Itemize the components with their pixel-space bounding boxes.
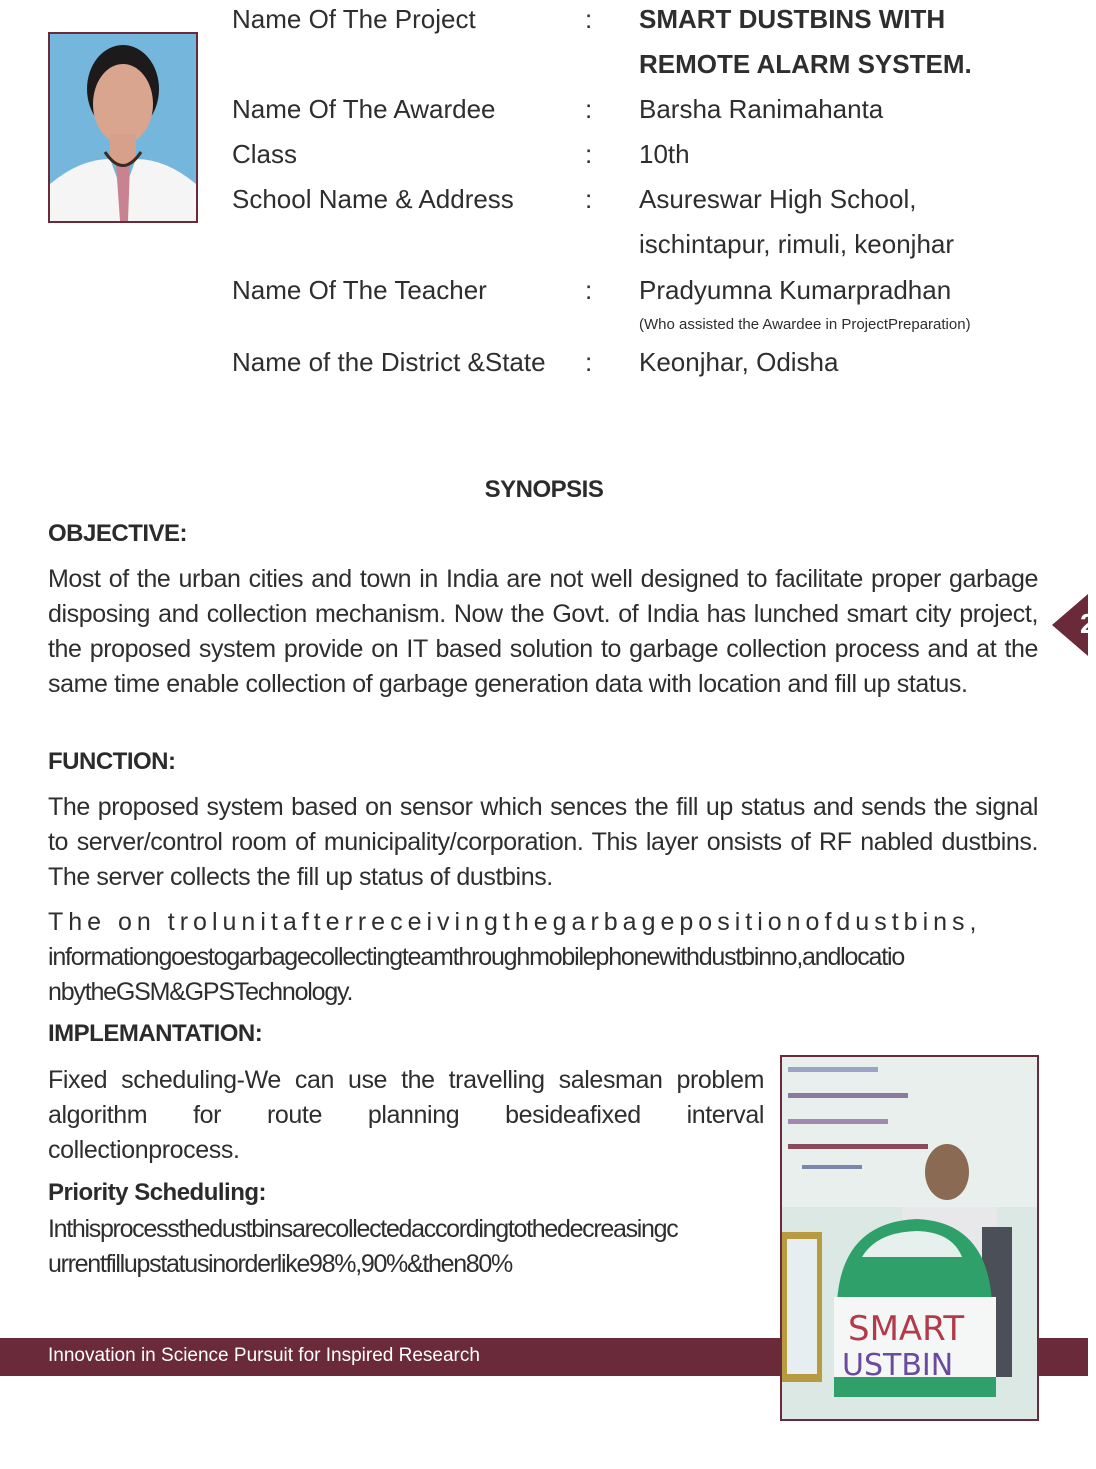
priority-text-line1: Inthisprocessthedustbinsarecollectedaccordingtothedecreasingc bbox=[48, 1215, 678, 1243]
colon: : bbox=[585, 347, 593, 377]
function-heading: FUNCTION: bbox=[48, 748, 176, 775]
teacher-label: Name Of The Teacher bbox=[232, 275, 487, 305]
function-text-2-line1: The on trolunitafterreceivingthegarbagepositionofdustbins, bbox=[48, 908, 982, 936]
school-name: Asureswar High School, bbox=[639, 184, 917, 214]
project-name-line2: REMOTE ALARM SYSTEM. bbox=[639, 49, 972, 79]
school-address: ischintapur, rimuli, keonjhar bbox=[639, 229, 955, 259]
colon: : bbox=[585, 139, 593, 169]
footer-text: Innovation in Science Pursuit for Inspired Research bbox=[48, 1345, 480, 1366]
district-label: Name of the District &State bbox=[232, 347, 546, 377]
class-value: 10th bbox=[639, 139, 690, 169]
teacher-note: (Who assisted the Awardee in ProjectPreparation) bbox=[639, 316, 971, 333]
awardee-name: Barsha Ranimahanta bbox=[639, 94, 884, 124]
teacher-name: Pradyumna Kumarpradhan bbox=[639, 275, 952, 305]
implementation-heading: IMPLEMANTATION: bbox=[48, 1020, 263, 1047]
synopsis-title: SYNOPSIS bbox=[484, 476, 604, 503]
objective-text: Most of the urban cities and town in India are not well designed to facilitate proper garbage disposing and collection mechanism. Now the Govt. of India has lunched smart city project, the proposed system provide on IT based solution to garbage collection process and at the same time enable collection of garbage generation data with location and fill up status. bbox=[48, 565, 1038, 698]
project-name-line1: SMART DUSTBINS WITH bbox=[639, 4, 946, 34]
bin-label-line2: USTBIN bbox=[842, 1348, 954, 1383]
bin-label-line1: SMART bbox=[848, 1309, 965, 1349]
district-value: Keonjhar, Odisha bbox=[639, 347, 839, 377]
function-text: The proposed system based on sensor which sences the fill up status and sends the signal to server/control room of municipality/corporation. This layer onsists of RF nabled dustbins. The server collects the fill up status of dustbins. bbox=[48, 793, 1038, 891]
objective-heading: OBJECTIVE: bbox=[48, 520, 188, 547]
colon: : bbox=[585, 94, 593, 124]
colon: : bbox=[585, 4, 593, 34]
priority-text-line2: urrentfillupstatusinorderlike98%,90%&then80% bbox=[48, 1250, 512, 1278]
colon: : bbox=[585, 184, 593, 214]
project-photo bbox=[780, 1055, 1039, 1421]
function-text-2-line3: nbytheGSM&GPSTechnology. bbox=[48, 978, 353, 1006]
colon: : bbox=[585, 275, 593, 305]
project-label: Name Of The Project bbox=[232, 4, 476, 34]
implementation-text: Fixed scheduling-We can use the travelling salesman problem algorithm for route planning besideafixed interval collectionprocess. bbox=[48, 1066, 764, 1164]
awardee-label: Name Of The Awardee bbox=[232, 94, 496, 124]
awardee-photo bbox=[48, 32, 198, 223]
page-number: 2 bbox=[1080, 608, 1096, 639]
function-text-2-line2: informationgoestogarbagecollectingteamthroughmobilephonewithdustbinno,andlocatio bbox=[48, 943, 905, 971]
class-label: Class bbox=[232, 139, 298, 169]
priority-heading: Priority Scheduling: bbox=[48, 1179, 267, 1206]
school-label: School Name & Address bbox=[232, 184, 514, 214]
